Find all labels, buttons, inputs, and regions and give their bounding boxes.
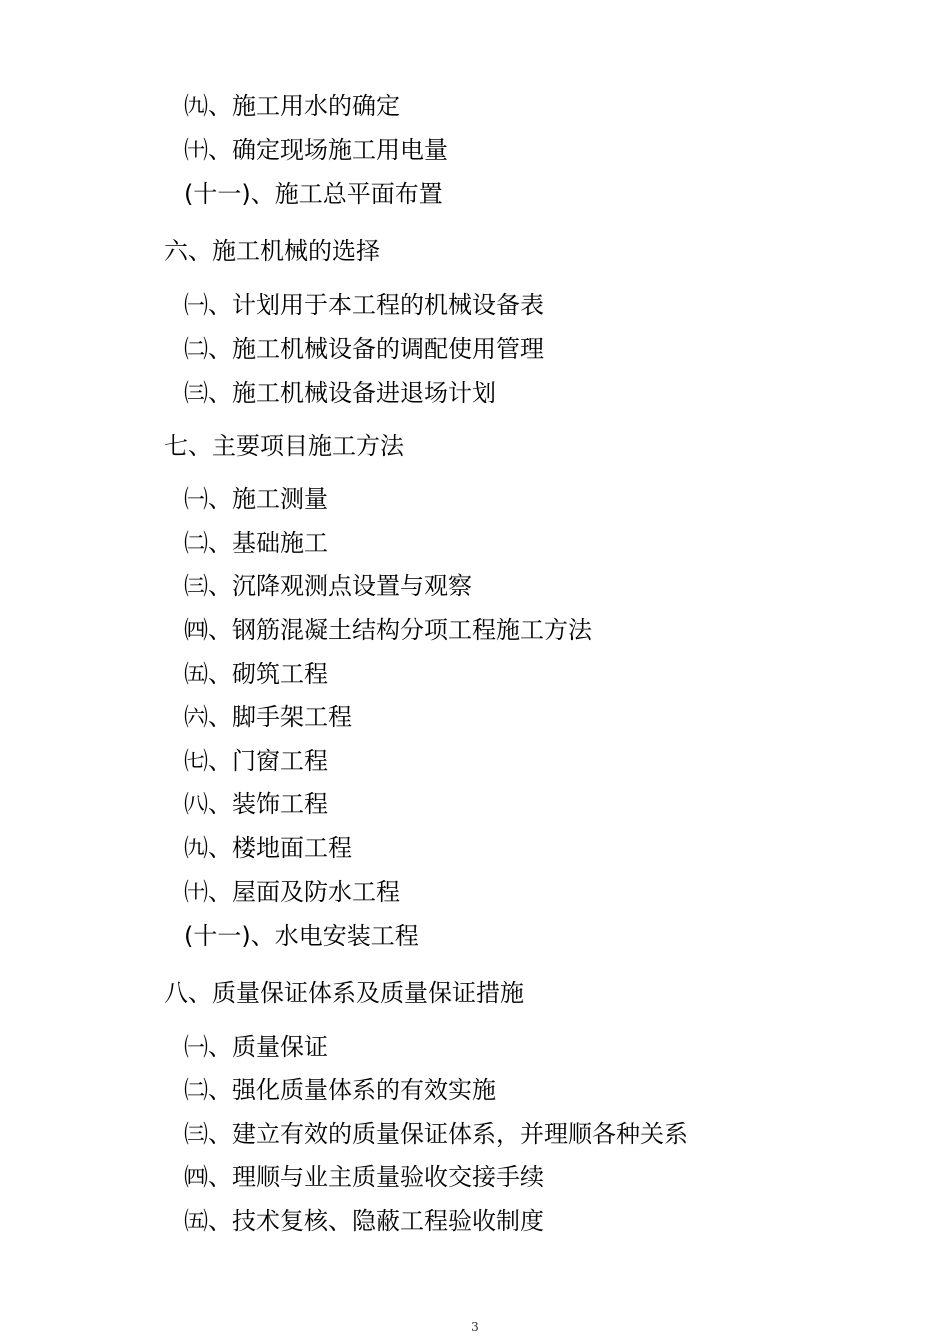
toc-item: ㈣、理顺与业主质量验收交接手续 (184, 1163, 544, 1191)
toc-item: ㈨、施工用水的确定 (184, 92, 400, 120)
toc-section-heading: 七、主要项目施工方法 (164, 432, 404, 460)
toc-item: ㈢、施工机械设备进退场计划 (184, 379, 496, 407)
toc-item: ㈢、沉降观测点设置与观察 (184, 572, 472, 600)
toc-item: ㈩、确定现场施工用电量 (184, 136, 448, 164)
toc-item: ㈤、砌筑工程 (184, 660, 328, 688)
toc-item: (十一)、水电安装工程 (184, 922, 419, 950)
toc-item: ㈣、钢筋混凝土结构分项工程施工方法 (184, 616, 592, 644)
toc-item: (十一)、施工总平面布置 (184, 180, 443, 208)
toc-item: ㈧、装饰工程 (184, 790, 328, 818)
toc-item: ㈡、强化质量体系的有效实施 (184, 1076, 496, 1104)
toc-item: ㈡、基础施工 (184, 529, 328, 557)
toc-item: ㈠、质量保证 (184, 1033, 328, 1061)
page-number: 3 (471, 1320, 479, 1334)
toc-item: ㈦、门窗工程 (184, 747, 328, 775)
toc-item: ㈡、施工机械设备的调配使用管理 (184, 335, 544, 363)
toc-item: ㈠、施工测量 (184, 485, 328, 513)
toc-item: ㈢、建立有效的质量保证体系，并理顺各种关系 (184, 1120, 688, 1148)
toc-section-heading: 六、施工机械的选择 (164, 237, 380, 265)
toc-item: ㈨、楼地面工程 (184, 834, 352, 862)
toc-item: ㈤、技术复核、隐蔽工程验收制度 (184, 1207, 544, 1235)
toc-section-heading: 八、质量保证体系及质量保证措施 (164, 979, 524, 1007)
toc-item: ㈩、屋面及防水工程 (184, 878, 400, 906)
toc-item: ㈥、脚手架工程 (184, 703, 352, 731)
toc-item: ㈠、计划用于本工程的机械设备表 (184, 291, 544, 319)
